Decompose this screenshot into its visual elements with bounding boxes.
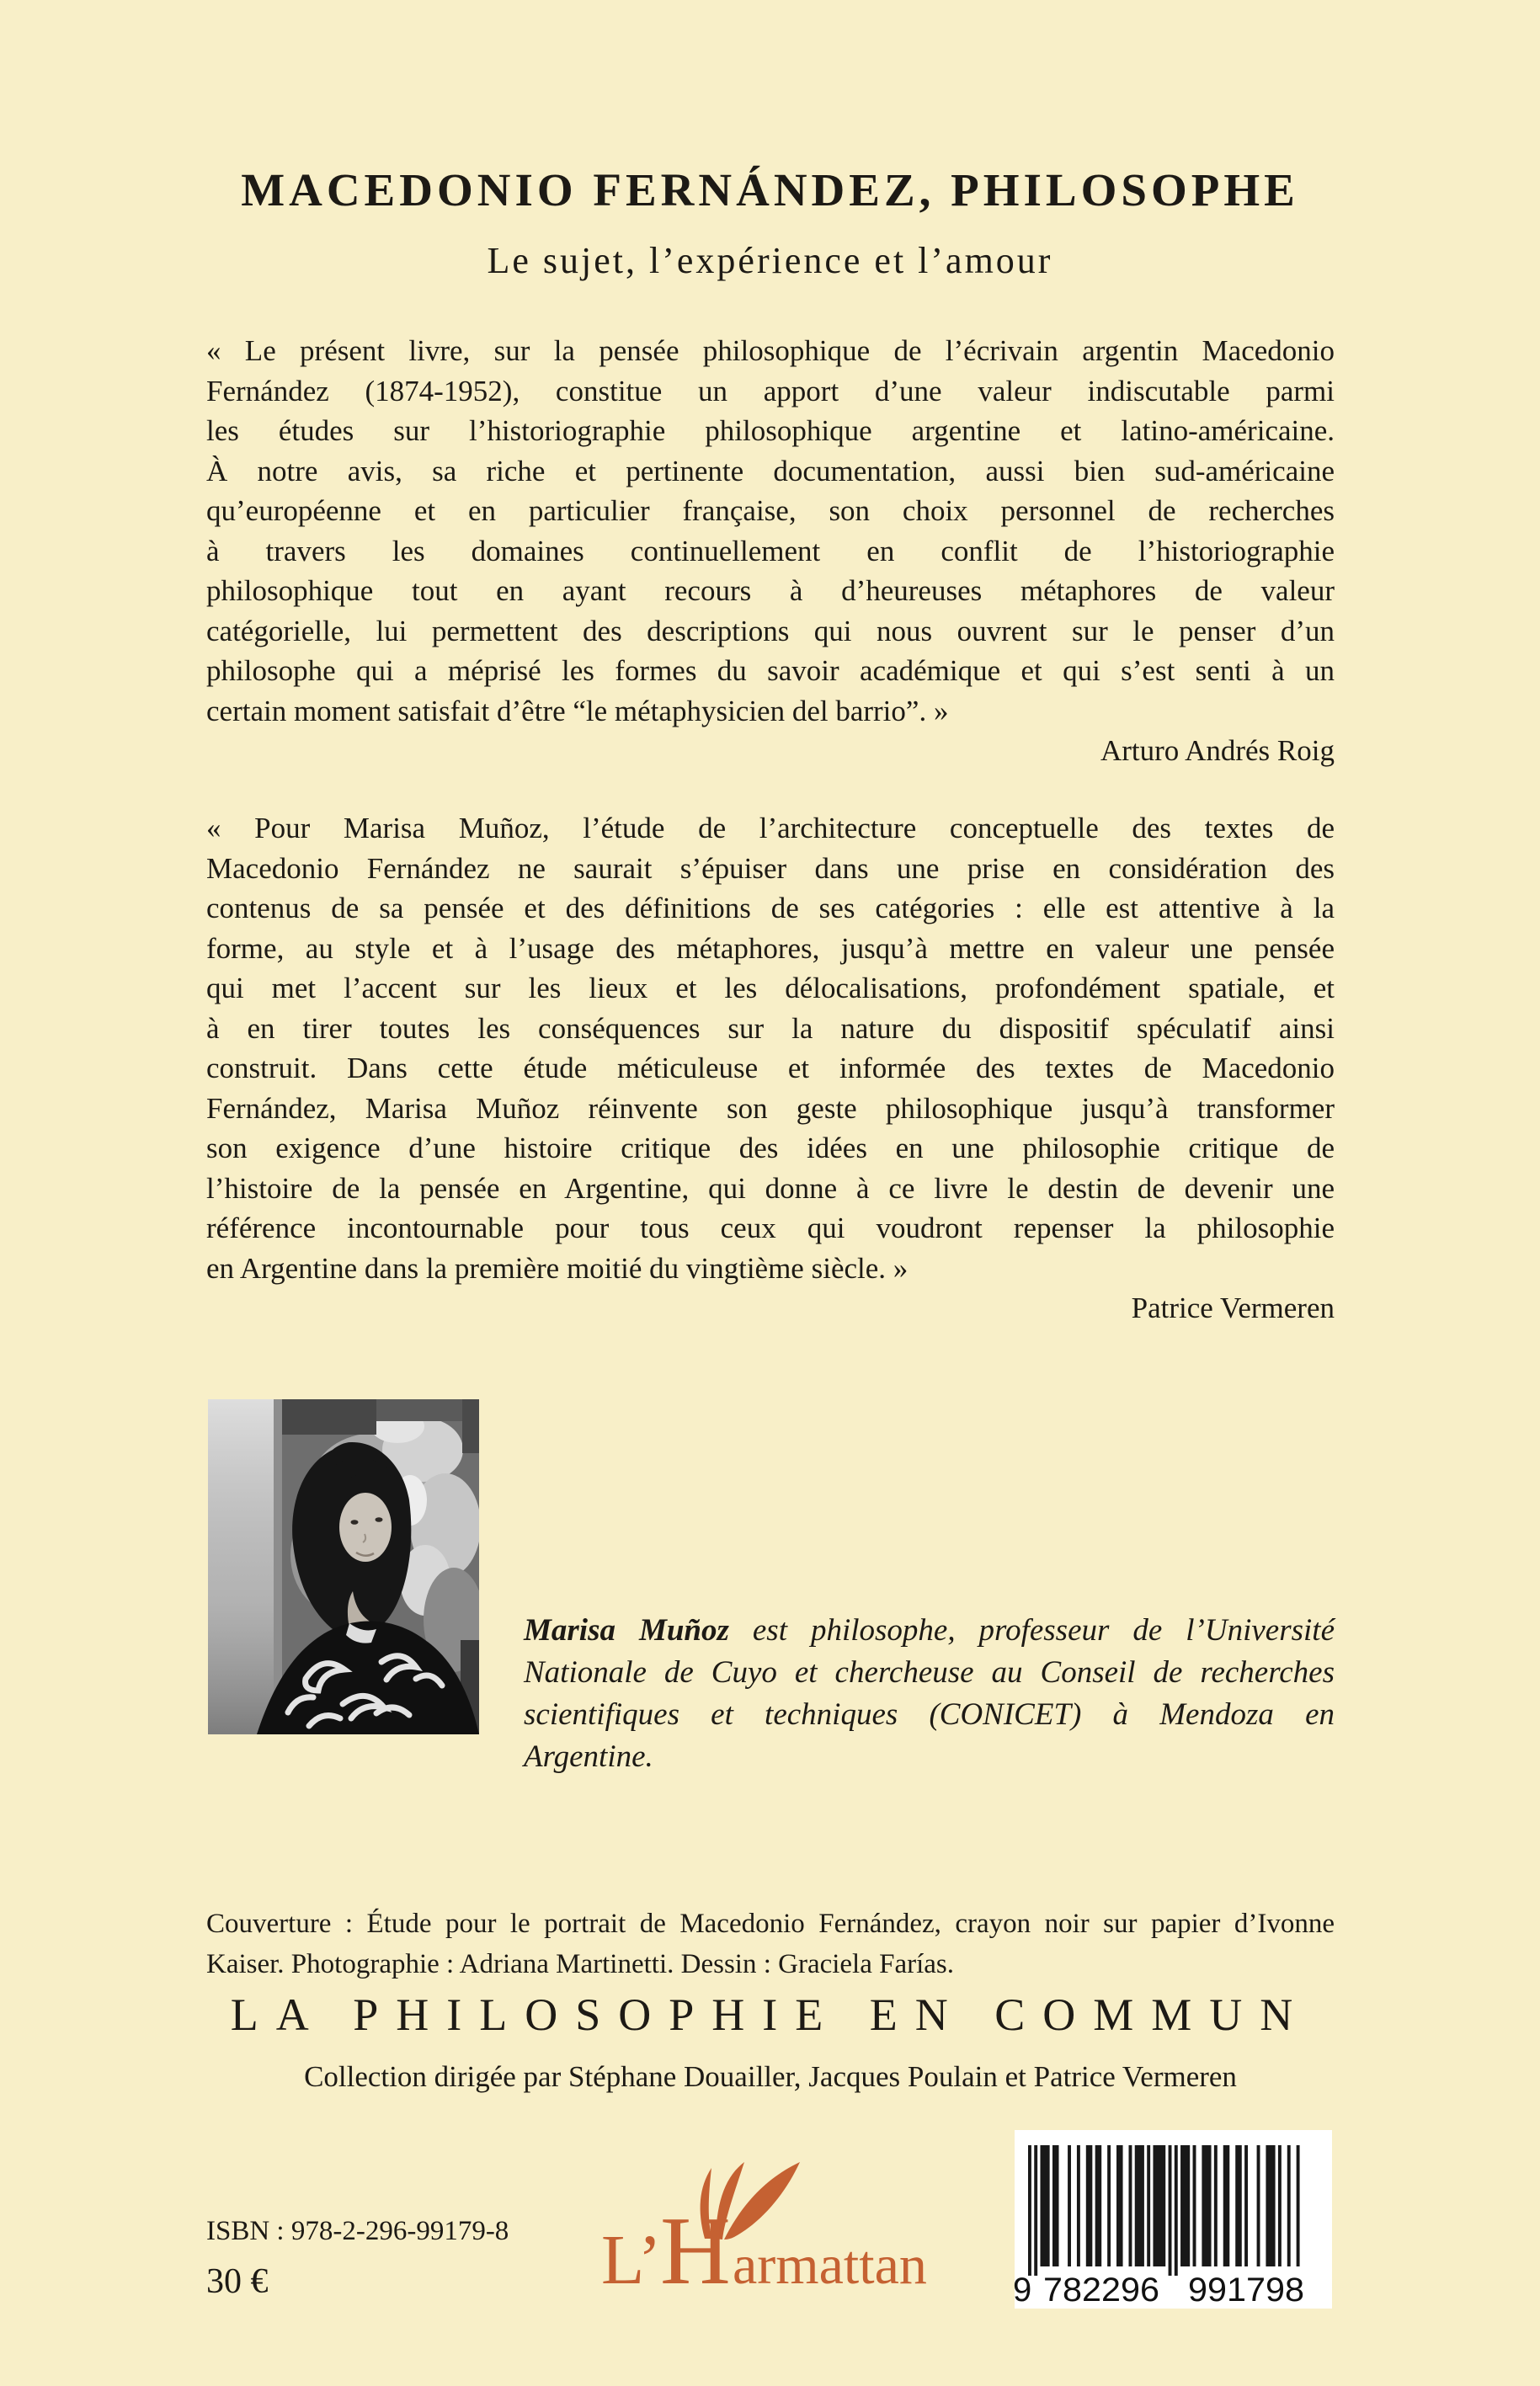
- credits-lines: [206, 1904, 1335, 1984]
- text-line: l’histoire de la pensée en Argentine, qui donne à ce livre le destin de devenir une: [206, 1171, 1335, 1205]
- bio-lines: [524, 1652, 1335, 1778]
- text-line: à travers les domaines continuellement en conflit de l’historiographie: [206, 534, 1335, 567]
- text-line: Macedonio Fernández ne saurait s’épuiser dans une prise en considération des: [206, 851, 1335, 885]
- photo-wall: [208, 1399, 282, 1734]
- barcode-digits-left: 782296: [1043, 2271, 1159, 2309]
- text-line: qui met l’accent sur les lieux et les délocalisations, profondément spatiale, et: [206, 972, 1335, 1004]
- text-line: Fernández, Marisa Muñoz réinvente son geste philosophique jusqu’à transformer: [206, 1091, 1335, 1125]
- barcode-digits-right: 991798: [1188, 2271, 1304, 2309]
- book-subtitle: Le sujet, l’expérience et l’amour: [487, 240, 1053, 281]
- text-line: scientifiques et techniques (CONICET) à Mendoza en: [524, 1697, 1335, 1732]
- logo-l-apostrophe: L’: [601, 2221, 662, 2299]
- text-line: À notre avis, sa riche et pertinente documentation, aussi bien sud-américaine: [206, 454, 1335, 487]
- lharmattan-logo: [589, 2157, 951, 2305]
- text-line: « Pour Marisa Muñoz, l’étude de l’architecture conceptuelle des textes de: [206, 812, 1335, 844]
- text-line: Nationale de Cuyo et chercheuse au Conseil de recherches: [524, 1655, 1335, 1690]
- quote-vermeren-lines: [206, 808, 1335, 1288]
- collection-title: LA PHILOSOPHIE EN COMMUN: [230, 1989, 1311, 2040]
- bio-line: [524, 1610, 1335, 1652]
- barcode: [1015, 2130, 1332, 2309]
- quote-roig-lines: [206, 331, 1335, 731]
- text-line: contenus de sa pensée et des définitions de ses catégories : elle est attentive à la: [206, 892, 1335, 924]
- text-line: qu’européenne et en particulier française, son choix personnel de recherches: [206, 494, 1335, 527]
- text-line: en Argentine dans la première moitié du vingtième siècle. »: [206, 1251, 909, 1285]
- text-line: philosophique tout en ayant recours à d’heureuses métaphores de valeur: [206, 574, 1335, 607]
- author-photo: [208, 1399, 479, 1734]
- text-line: Kaiser. Photographie : Adriana Martinetti. Dessin : Graciela Farías.: [206, 1948, 955, 1979]
- text-line: philosophe qui a méprisé les formes du savoir académique et qui s’est senti à un: [206, 654, 1335, 687]
- barcode-bars: [1028, 2145, 1300, 2276]
- text-line: les études sur l’historiographie philosophique argentine et latino-américaine.: [206, 414, 1335, 447]
- text-line: Argentine.: [524, 1739, 653, 1774]
- author-photo-illustration: [208, 1399, 479, 1734]
- text-line: référence incontournable pour tous ceux qui voudront repenser la philosophie: [206, 1212, 1335, 1244]
- author-bio: [524, 1610, 1335, 1778]
- bio-line1-rest: est philosophe, professeur de l’Université: [728, 1613, 1335, 1648]
- logo-armattan: armattan: [733, 2234, 927, 2296]
- text-line: forme, au style et à l’usage des métaphores, jusqu’à mettre en valeur une pensée: [206, 931, 1335, 965]
- book-title: MACEDONIO FERNÁNDEZ, PHILOSOPHE: [241, 164, 1299, 216]
- publisher-logo: [589, 2157, 951, 2305]
- text-line: catégorielle, lui permettent des descriptions qui nous ouvrent sur le penser d’un: [206, 614, 1335, 647]
- text-line: à en tirer toutes les conséquences sur la nature du dispositif spéculatif ainsi: [206, 1011, 1335, 1045]
- text-line: certain moment satisfait d’être “le métaphysicien del barrio”. »: [206, 694, 949, 727]
- text-line: son exigence d’une histoire critique des idées en une philosophie critique de: [206, 1132, 1335, 1164]
- attribution-vermeren: Patrice Vermeren: [1131, 1292, 1335, 1324]
- barcode-digit-first: 9: [1013, 2271, 1032, 2309]
- text-line: construit. Dans cette étude méticuleuse et informée des textes de Macedonio: [206, 1052, 1335, 1084]
- isbn-label: ISBN : 978-2-296-99179-8: [206, 2216, 509, 2246]
- collection-subtitle: Collection dirigée par Stéphane Douailler, Jacques Poulain et Patrice Vermeren: [304, 2060, 1237, 2093]
- text-line: Fernández (1874-1952), constitue un apport d’une valeur indiscutable parmi: [206, 374, 1335, 407]
- attribution-roig: Arturo Andrés Roig: [1100, 734, 1335, 767]
- barcode-svg: [1015, 2130, 1332, 2309]
- quote-roig: [206, 331, 1335, 771]
- price-label: 30 €: [206, 2262, 269, 2301]
- logo-h: H: [660, 2197, 731, 2305]
- text-line: « Le présent livre, sur la pensée philosophique de l’écrivain argentin Macedonio: [206, 334, 1335, 367]
- text-line: Couverture : Étude pour le portrait de Macedonio Fernández, crayon noir sur papier d’Ivonne: [206, 1909, 1335, 1939]
- bio-author-name: Marisa Muñoz: [524, 1613, 729, 1648]
- quote-vermeren: [206, 808, 1335, 1329]
- cover-credits: [206, 1904, 1335, 1984]
